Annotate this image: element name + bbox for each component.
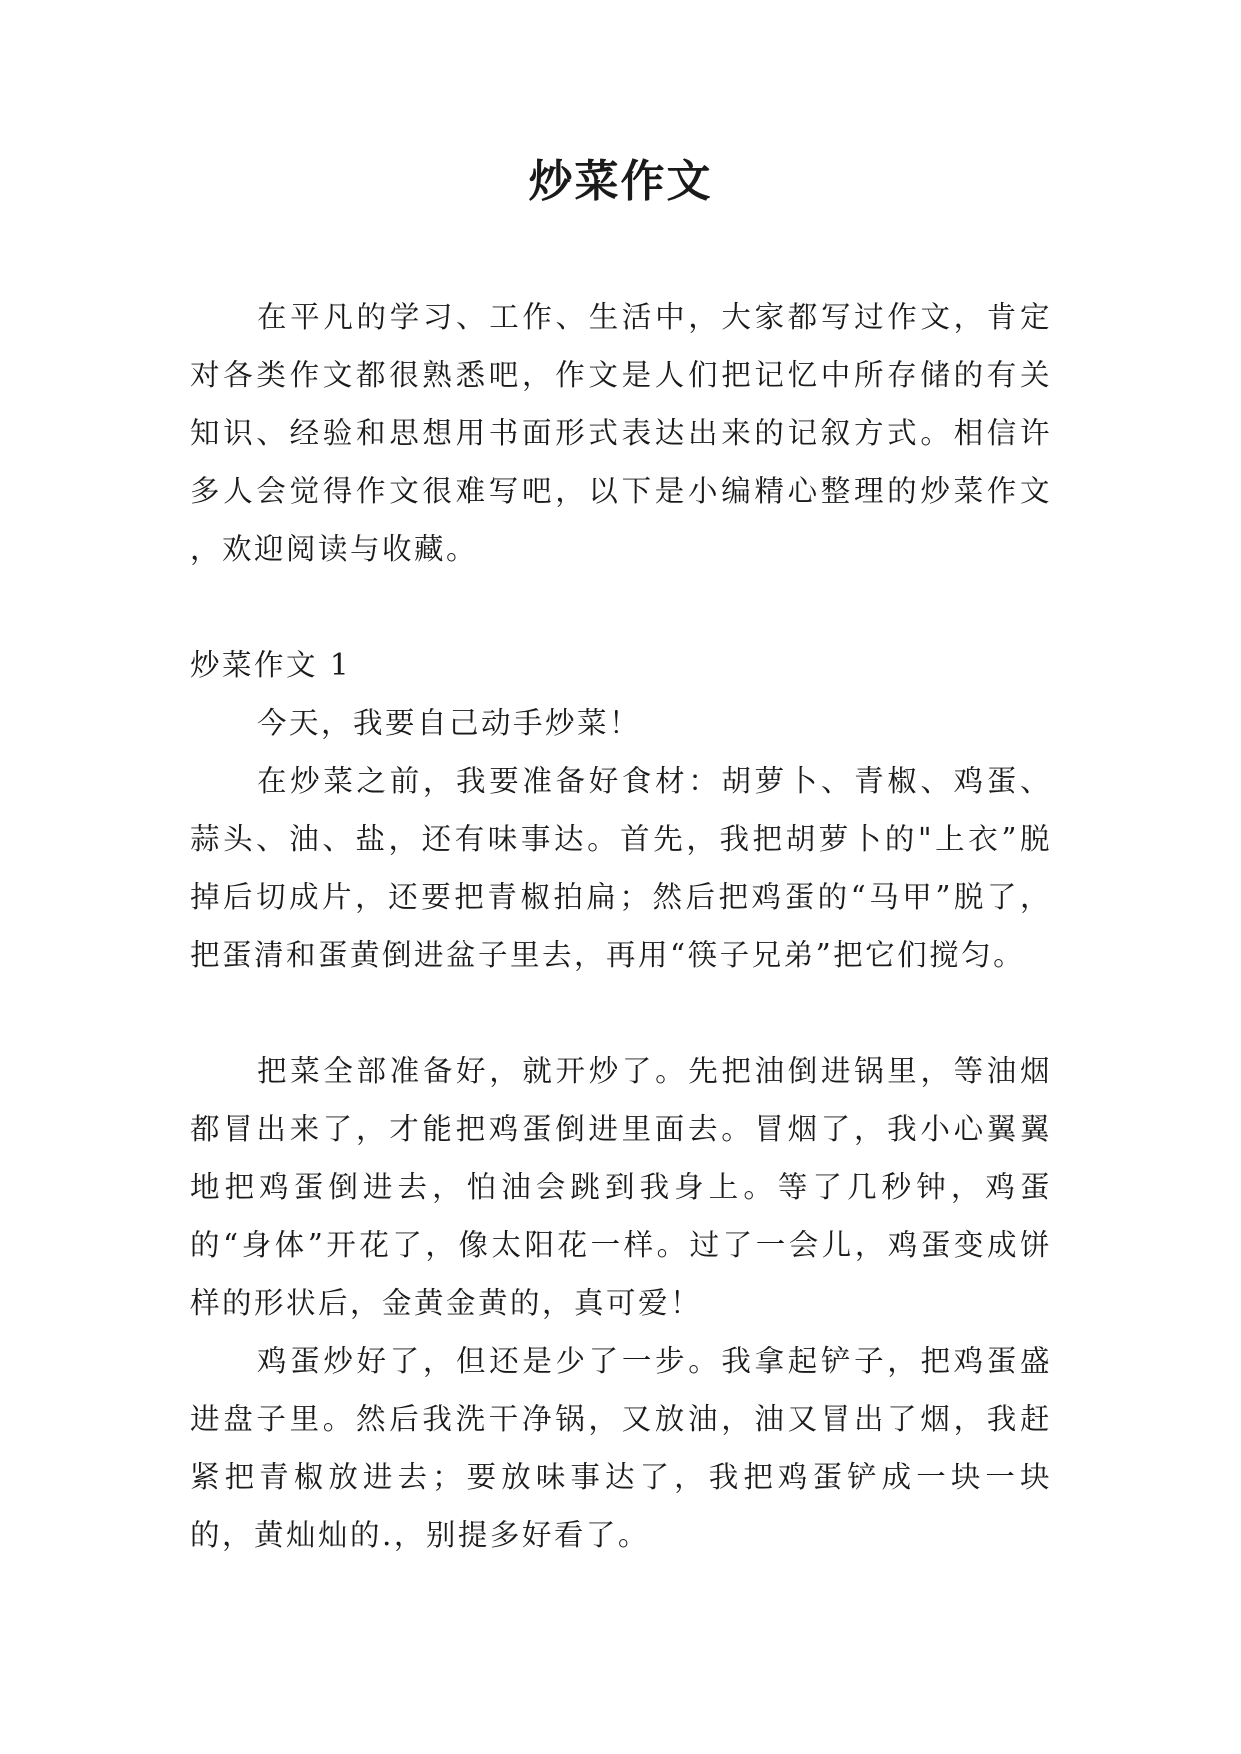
intro-paragraph: 在平凡的学习、工作、生活中，大家都写过作文，肯定对各类作文都很熟悉吧，作文是人们把记忆中所存储的有关知识、经验和思想用书面形式表达出来的记叙方式。相信许多人会觉得作文很难写吧，以下是小编精心整理的炒菜作文 ，欢迎阅读与收藏。 <box>190 300 1052 566</box>
section-heading: 炒菜作文 1 <box>190 648 352 682</box>
document-title: 炒菜作文 <box>528 156 713 207</box>
body-paragraph: 今天，我要自己动手炒菜！ <box>257 706 642 740</box>
body-paragraph: 把菜全部准备好，就开炒了。先把油倒进锅里，等油烟都冒出来了，才能把鸡蛋倒进里面去。冒烟了，我小心翼翼地把鸡蛋倒进去，怕油会跳到我身上。等了几秒钟，鸡蛋的“身体”开花了，像太阳花一样。过了一会儿，鸡蛋变成饼样的形状后，金黄金黄的，真可爱！ <box>190 1054 1052 1320</box>
body-paragraph: 鸡蛋炒好了，但还是少了一步。我拿起铲子，把鸡蛋盛进盘子里。然后我洗干净锅，又放油，油又冒出了烟，我赶紧把青椒放进去；要放味事达了，我把鸡蛋铲成一块一块的，黄灿灿的.，别提多好看了。 <box>190 1344 1052 1552</box>
body-paragraph: 在炒菜之前，我要准备好食材：胡萝卜、青椒、鸡蛋、蒜头、油、盐，还有味事达。首先，我把胡萝卜的"上衣”脱掉后切成片，还要把青椒拍扁；然后把鸡蛋的“马甲”脱了，把蛋清和蛋黄倒进盆子里去，再用“筷子兄弟”把它们搅匀。 <box>190 764 1052 972</box>
